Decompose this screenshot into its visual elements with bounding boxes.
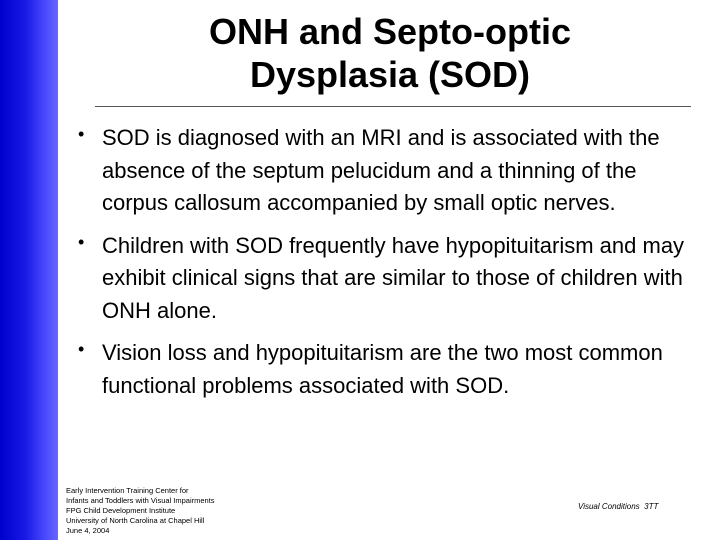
footer-slide-label: Visual Conditions 3TT <box>578 502 659 511</box>
bullet-item <box>74 337 694 402</box>
slide-title-line-1: ONH and Septo-optic <box>209 11 571 52</box>
bullet-item <box>74 122 694 220</box>
bullet-icon: • <box>78 124 85 144</box>
slide-title-line-2: Dysplasia (SOD) <box>249 54 531 95</box>
footer-organization <box>66 486 215 536</box>
bullet-text: Vision loss and hypopituitarism are the two most common functional problems associated with SOD. <box>102 340 663 398</box>
footer-line: Infants and Toddlers with Visual Impairments <box>66 496 215 505</box>
bullet-item <box>74 230 694 328</box>
bullet-list <box>74 122 694 412</box>
footer-date: June 4, 2004 <box>66 526 110 535</box>
bullet-text: SOD is diagnosed with an MRI and is associated with the absence of the septum pelucidum and a thinning of the corpus callosum accompanied by small optic nerves. <box>102 125 660 215</box>
footer-line: FPG Child Development Institute <box>66 506 176 515</box>
bullet-text: Children with SOD frequently have hypopituitarism and may exhibit clinical signs that are similar to those of children with ONH alone. <box>102 232 685 323</box>
title-divider <box>95 106 691 107</box>
footer-line: University of North Carolina at Chapel Hill <box>66 516 205 525</box>
slide-title <box>120 10 660 96</box>
blue-side-bar <box>0 0 58 540</box>
bullet-icon: • <box>78 231 85 252</box>
footer-line: Early Intervention Training Center for <box>66 486 189 495</box>
bullet-icon: • <box>78 339 85 359</box>
